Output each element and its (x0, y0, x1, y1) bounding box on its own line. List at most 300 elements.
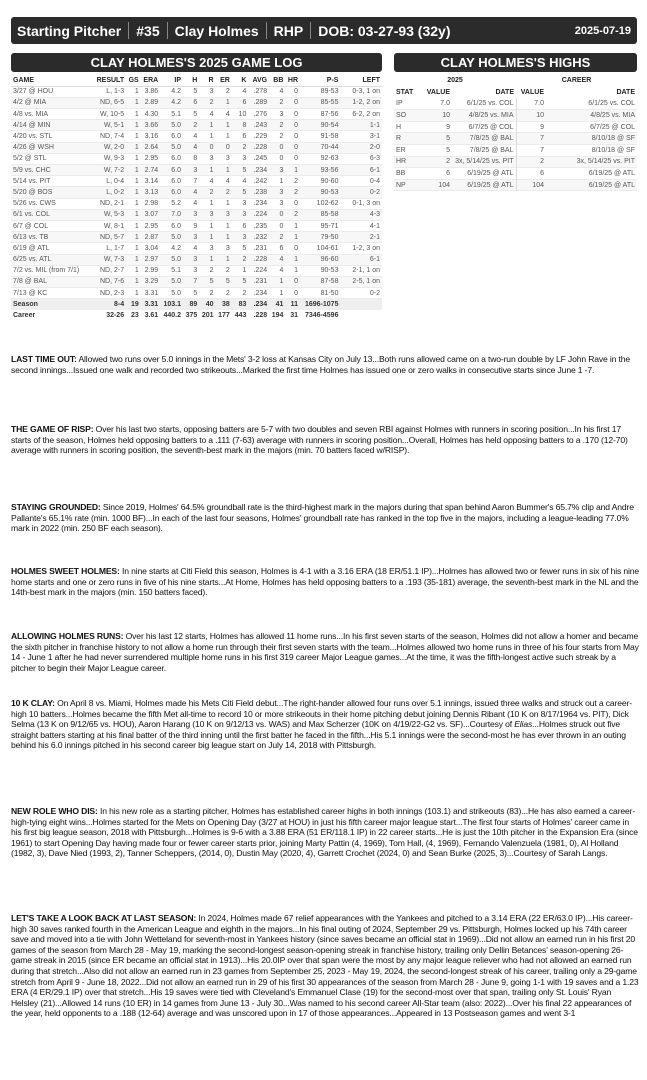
note-paragraph (11, 424, 639, 456)
cell-ip: 7.0 (171, 211, 182, 219)
cell-hr: 0 (294, 155, 299, 163)
column-header-result: RESULT (96, 76, 125, 84)
cell-gs: 1 (134, 211, 139, 219)
highs-cell-date-2025: 6/19/25 @ ATL (467, 181, 514, 189)
cell-ps: 90-53 (320, 188, 339, 196)
column-header-left: LEFT (362, 76, 380, 84)
cell-hr: 0 (294, 121, 299, 129)
cell-er: 1 (225, 133, 230, 141)
cell-bb: 4 (279, 256, 284, 264)
cell-bb: 2 (279, 121, 284, 129)
cell-ps: 85-55 (320, 99, 339, 107)
cell-ps: 96-60 (320, 256, 339, 264)
game-log-row (11, 165, 382, 176)
cell-ip: 6.0 (171, 166, 182, 174)
total-cell-gs: 23 (130, 312, 139, 320)
cell-game: 6/25 vs. ATL (13, 256, 52, 264)
cell-gs: 1 (134, 200, 139, 208)
game-log-row (11, 198, 382, 209)
note-heading: ALLOWING HOLMES RUNS: (11, 631, 124, 641)
cell-game: 5/20 @ BOS (13, 188, 53, 196)
total-cell-avg: .234 (253, 301, 268, 309)
total-cell-result: 32-26 (106, 312, 125, 320)
cell-bb: 0 (279, 222, 284, 230)
highs-cell-value-2025: 6 (446, 170, 450, 178)
cell-game: 3/27 @ HOU (13, 88, 54, 96)
cell-avg: .234 (253, 200, 268, 208)
cell-k: 2 (242, 289, 247, 297)
cell-result: L, 1-3 (106, 88, 125, 96)
cell-game: 6/13 vs. TB (13, 233, 49, 241)
highs-cell-date-career: 8/10/18 @ SF (591, 135, 635, 143)
highs-cell-value-2025: 2 (446, 158, 450, 166)
cell-bb: 0 (279, 144, 284, 152)
cell-left: 0-4 (369, 177, 380, 185)
highs-cell-date-2025: 4/8/25 vs. MIA (468, 112, 514, 120)
cell-hr: 1 (294, 222, 299, 230)
cell-ps: 90-54 (320, 121, 339, 129)
cell-hr: 0 (294, 144, 299, 152)
note-paragraph (11, 502, 639, 534)
cell-gs: 1 (134, 233, 139, 241)
highs-group-career: CAREER (561, 77, 592, 85)
highs-cell-stat: HR (396, 158, 407, 166)
cell-er: 0 (225, 144, 230, 152)
cell-left: 6-3 (369, 155, 380, 163)
cell-er: 1 (225, 256, 230, 264)
highs-row (394, 156, 637, 168)
cell-left: 6-2, 2 on (352, 110, 380, 118)
highs-cell-value-career: 104 (516, 179, 546, 191)
cell-er: 2 (225, 188, 230, 196)
cell-r: 2 (209, 99, 214, 107)
cell-bb: 1 (279, 289, 284, 297)
cell-era: 2.95 (144, 222, 159, 230)
header-divider (266, 22, 267, 39)
game-log-row (11, 254, 382, 265)
total-cell-game: Season (13, 301, 38, 309)
cell-game: 6/7 @ COL (13, 222, 49, 230)
cell-gs: 1 (134, 188, 139, 196)
player-number: #35 (136, 22, 160, 39)
game-log-row (11, 131, 382, 142)
cell-result: ND, 6-5 (99, 99, 125, 107)
column-header-r: R (208, 76, 214, 84)
cell-gs: 1 (134, 256, 139, 264)
cell-ps: 79-50 (320, 233, 339, 241)
cell-ip: 6.0 (171, 177, 182, 185)
game-log-row (11, 153, 382, 164)
cell-gs: 1 (134, 289, 139, 297)
cell-k: 3 (242, 200, 247, 208)
cell-ip: 5.2 (171, 200, 182, 208)
cell-hr: 1 (294, 267, 299, 275)
highs-cell-date-career: 6/7/25 @ COL (590, 123, 635, 131)
cell-era: 3.04 (144, 244, 159, 252)
cell-gs: 1 (134, 133, 139, 141)
highs-cell-value-career: 10 (516, 110, 546, 122)
cell-era: 3.29 (144, 278, 159, 286)
cell-result: ND, 2-1 (99, 200, 125, 208)
cell-ps: 90-53 (320, 267, 339, 275)
cell-bb: 3 (279, 188, 284, 196)
game-log-row (11, 276, 382, 287)
cell-result: ND, 2-3 (99, 289, 125, 297)
cell-game: 5/14 vs. PIT (13, 177, 51, 185)
cell-result: ND, 7-4 (99, 133, 125, 141)
cell-er: 1 (225, 99, 230, 107)
highs-cell-date-2025: 7/8/25 @ BAL (469, 146, 514, 154)
note-paragraph (11, 631, 639, 673)
highs-cell-value-2025: 7.0 (440, 100, 450, 108)
cell-game: 5/9 vs. CHC (13, 166, 51, 174)
column-header-ip: IP (174, 76, 182, 84)
season-totals-row (11, 299, 382, 310)
cell-er: 1 (225, 121, 230, 129)
cell-left: 1-2, 3 on (352, 244, 380, 252)
highs-cell-stat: NP (396, 181, 406, 189)
cell-r: 1 (209, 256, 214, 264)
cell-era: 4.30 (144, 110, 159, 118)
cell-er: 4 (225, 110, 230, 118)
note-paragraph (11, 566, 639, 598)
cell-gs: 1 (134, 155, 139, 163)
note-heading: HOLMES SWEET HOLMES: (11, 566, 120, 576)
cell-avg: .228 (253, 144, 268, 152)
highs-cell-value-career: 2 (516, 156, 546, 168)
cell-r: 1 (209, 166, 214, 174)
cell-ps: 87-58 (320, 278, 339, 286)
cell-ip: 6.0 (171, 133, 182, 141)
cell-er: 3 (225, 155, 230, 163)
cell-avg: .234 (253, 289, 268, 297)
game-log-row (11, 209, 382, 220)
cell-ip: 5.0 (171, 289, 182, 297)
cell-avg: .242 (253, 177, 268, 185)
cell-avg: .234 (253, 166, 268, 174)
note-body: Over his last 12 starts, Holmes has allowed 11 home runs...In his first seven starts of the season, Holmes did not allow a homer and became the sixth pitcher in franchise history to not allow a home run through their first seven starts with the team...Holmes allowed two home runs in three of his four starts from May 14 - June 1 after he had never surrendered multiple home runs in his first 319 career Major League games...At the time, it was the fifth-longest active such streak by a pitcher to begin their Major League career. (11, 631, 639, 673)
cell-left: 2-5, 1 on (352, 278, 380, 286)
cell-k: 6 (242, 99, 247, 107)
cell-left: 0-1, 3 on (352, 200, 380, 208)
cell-ip: 5.0 (171, 256, 182, 264)
highs-header-row (394, 87, 637, 99)
cell-left: 1-1 (369, 121, 380, 129)
cell-avg: .229 (253, 133, 268, 141)
cell-era: 3.31 (144, 289, 159, 297)
cell-result: W, 7-3 (103, 256, 125, 264)
cell-r: 1 (209, 222, 214, 230)
note-body-continued: ...Holmes struck out five straight batters starting at his final batter of the third inning until the first batter he faced in the fifth...His 5.1 innings were the second-most he has ever thrown in an outing behind his 6.0 innings pitched in his second career big league start on July 14, 2018 with Pittsburgh. (11, 719, 626, 751)
total-cell-er: 177 (218, 312, 230, 320)
game-log-row (11, 142, 382, 153)
note-body: On April 8 vs. Miami, Holmes made his Mets Citi Field debut...The right-hander allowed four runs over 5.1 innings, issued three walks and struck out a career-high 10 batters...Holmes became the fifth Met all-time to record 10 or more strikeouts in their home pitching debut joining Dennis Ribant (10 K on 8/17/1964 vs. PIT), Dick Selma (13 K on 9/12/65 vs. HOU), Aaron Harang (10 K on 9/12/13 vs. WAS) and Max Scherzer (10K on 4/19/22-G2 vs. SF)...Courtesy of (11, 698, 632, 730)
cell-gs: 1 (134, 244, 139, 252)
cell-h: 6 (193, 99, 198, 107)
note-body: Since 2019, Holmes' 64.5% groundball rate is the third-highest mark in the majors during that span behind Aaron Bummer's 65.7% clip and Andre Pallante's 65.1% rate (min. 1000 BF)...In each of the last four seasons, Holmes' groundball rate has ranked in the top five in the majors, including a league-leading 77.0% mark in 2022 (min. 250 BF each season). (11, 502, 634, 534)
total-cell-ip: 103.1 (163, 301, 182, 309)
cell-h: 3 (193, 233, 198, 241)
column-header-hr: HR (287, 76, 299, 84)
cell-avg: .276 (253, 110, 268, 118)
highs-cell-date-2025: 3x, 5/14/25 vs. PIT (455, 158, 514, 166)
header-divider (128, 22, 129, 39)
cell-k: 3 (242, 155, 247, 163)
cell-game: 5/26 vs. CWS (13, 200, 56, 208)
cell-r: 4 (209, 110, 214, 118)
highs-header-value: VALUE (426, 88, 450, 96)
cell-left: 0-3, 1 on (352, 88, 380, 96)
cell-h: 3 (193, 166, 198, 174)
highs-cell-stat: BB (396, 170, 406, 178)
total-cell-hr: 11 (290, 301, 299, 309)
cell-r: 2 (209, 267, 214, 275)
cell-bb: 4 (279, 267, 284, 275)
player-header-bar (11, 17, 637, 44)
cell-result: W, 9-3 (103, 155, 125, 163)
note-paragraph (11, 698, 639, 751)
total-cell-era: 3.61 (144, 312, 159, 320)
highs-row (394, 145, 637, 157)
game-log-header-row (11, 75, 382, 86)
highs-cell-date-career: 4/8/25 vs. MIA (590, 112, 635, 120)
cell-k: 3 (242, 233, 247, 241)
cell-hr: 0 (294, 278, 299, 286)
cell-result: ND, 2-7 (99, 267, 125, 275)
highs-cell-value-2025: 104 (438, 181, 450, 189)
cell-bb: 0 (279, 155, 284, 163)
cell-bb: 3 (279, 110, 284, 118)
cell-avg: .224 (253, 267, 268, 275)
cell-k: 5 (242, 244, 247, 252)
cell-k: 6 (242, 222, 247, 230)
cell-ps: 70-44 (320, 144, 339, 152)
cell-ip: 5.1 (171, 110, 182, 118)
cell-result: ND, 5-7 (99, 233, 125, 241)
total-cell-ps: 1696-1075 (304, 301, 339, 309)
cell-ip: 5.1 (171, 267, 182, 275)
cell-er: 1 (225, 233, 230, 241)
player-throws: RHP (273, 22, 304, 39)
highs-header-date: DATE (495, 88, 514, 96)
cell-h: 4 (193, 200, 198, 208)
cell-h: 7 (193, 177, 198, 185)
cell-hr: 0 (294, 88, 299, 96)
cell-h: 2 (193, 121, 198, 129)
cell-era: 2.87 (144, 233, 159, 241)
highs-cell-value-2025: 10 (442, 112, 450, 120)
header-divider (167, 22, 168, 39)
note-heading: STAYING GROUNDED: (11, 502, 101, 512)
note-heading: LET'S TAKE A LOOK BACK AT LAST SEASON: (11, 913, 197, 923)
column-header-game: GAME (13, 76, 34, 84)
cell-result: W, 2-0 (103, 144, 125, 152)
highs-header-date-career: DATE (616, 88, 635, 96)
note-heading: 10 K CLAY: (11, 698, 55, 708)
total-cell-left (340, 299, 382, 310)
cell-avg: .245 (253, 155, 268, 163)
cell-ps: 87-56 (320, 110, 339, 118)
cell-game: 4/8 vs. MIA (13, 110, 49, 118)
cell-r: 2 (209, 289, 214, 297)
cell-er: 2 (225, 88, 230, 96)
highs-cell-date-2025: 7/8/25 @ BAL (469, 135, 514, 143)
total-cell-h: 375 (185, 312, 198, 320)
total-cell-bb: 41 (275, 301, 284, 309)
highs-row (394, 98, 637, 110)
player-dob: DOB: 03-27-93 (32y) (318, 22, 451, 39)
cell-h: 4 (193, 188, 198, 196)
cell-game: 4/20 vs. STL (13, 133, 53, 141)
cell-left: 6-1 (369, 166, 380, 174)
cell-ip: 4.2 (171, 88, 182, 96)
highs-row (394, 110, 637, 122)
column-header-k: K (241, 76, 247, 84)
cell-ps: 93-56 (320, 166, 339, 174)
cell-h: 3 (193, 256, 198, 264)
cell-ip: 6.0 (171, 155, 182, 163)
cell-ip: 5.0 (171, 233, 182, 241)
cell-left: 3-1 (369, 133, 380, 141)
cell-era: 2.89 (144, 99, 159, 107)
cell-k: 1 (242, 267, 247, 275)
cell-hr: 0 (294, 133, 299, 141)
game-log-row (11, 288, 382, 299)
cell-left: 2-1 (369, 233, 380, 241)
cell-result: W, 5-1 (103, 121, 125, 129)
cell-ps: 95-71 (320, 222, 339, 230)
cell-bb: 6 (279, 244, 284, 252)
cell-ip: 6.0 (171, 222, 182, 230)
column-header-gs: GS (128, 76, 139, 84)
cell-gs: 1 (134, 110, 139, 118)
cell-left: 1-2, 2 on (352, 99, 380, 107)
cell-hr: 2 (294, 188, 299, 196)
highs-header-stat: STAT (396, 88, 414, 96)
total-cell-left (340, 310, 382, 321)
game-log-row (11, 120, 382, 131)
game-log-row (11, 176, 382, 187)
highs-cell-stat: IP (396, 100, 403, 108)
cell-game: 4/26 @ WSH (13, 144, 54, 152)
cell-game: 5/2 @ STL (13, 155, 47, 163)
cell-era: 2.74 (144, 166, 159, 174)
highs-cell-stat: SO (396, 112, 407, 120)
column-header-avg: AVG (252, 76, 268, 84)
cell-result: L, 1-7 (106, 244, 125, 252)
cell-h: 5 (193, 289, 198, 297)
note-heading: LAST TIME OUT: (11, 354, 77, 364)
cell-hr: 0 (294, 244, 299, 252)
cell-bb: 0 (279, 211, 284, 219)
cell-result: L, 0-2 (106, 188, 125, 196)
highs-cell-value-career: 9 (516, 121, 546, 133)
highs-row (394, 133, 637, 145)
cell-era: 3.14 (144, 177, 159, 185)
game-log-row (11, 232, 382, 243)
cell-h: 3 (193, 211, 198, 219)
cell-left: 2-1, 1 on (352, 267, 380, 275)
total-cell-er: 38 (222, 301, 230, 309)
cell-left: 0-2 (369, 289, 380, 297)
cell-bb: 4 (279, 88, 284, 96)
cell-h: 9 (193, 222, 198, 230)
note-body: In his new role as a starting pitcher, Holmes has established career highs in both innings (103.1) and strikeouts (83)...He has also earned a career-high-tying eight wins...Holmes started for the Mets on Opening Day (3/27 at HOU) in just his fifth career major league start...The first four starts of Holmes' career came in his first big league season, 2018 with Pittsburgh...Holmes is 9-6 with a 3.88 ERA (51 ER/118.1 IP) in 22 career starts...He is just the 10th pitcher in the Expansion Era (since 1961) to start Opening Day having made four or fewer career starts prior, joining Marty Pattin (4, 1969), Tom Hall, (4, 1969), Fernando Valenzuela (1981, 0), Al Holland (1982, 3), Dave Nied (1993, 2), Tanner Scheppers, (2014, 0), Dustin May (2020, 4), Garrett Crochet (2024, 0) and Sean Burke (2025, 3)...Courtesy of Sarah Langs. (11, 806, 638, 859)
column-header-er: ER (220, 76, 230, 84)
cell-h: 8 (193, 155, 198, 163)
cell-r: 1 (209, 133, 214, 141)
cell-ip: 4.2 (171, 99, 182, 107)
cell-bb: 1 (279, 278, 284, 286)
highs-row (394, 179, 637, 191)
highs-cell-date-career: 6/19/25 @ ATL (588, 181, 635, 189)
cell-era: 3.07 (144, 211, 159, 219)
cell-r: 0 (209, 144, 214, 152)
game-log-title: CLAY HOLMES'S 2025 GAME LOG (11, 53, 382, 72)
cell-k: 6 (242, 133, 247, 141)
cell-k: 5 (242, 278, 247, 286)
cell-game: 4/2 @ MIA (13, 99, 47, 107)
note-body: In nine starts at Citi Field this season, Holmes is 4-1 with a 3.16 ERA (18 ER/51.1 IP)...Holmes has allowed two or fewer runs in six of his nine home starts and one or zero runs in five of his nine starts...At Home, Holmes has held opposing batters to a .193 (35-181) average, the seventh-best mark in the NL and the 14th-best mark in the majors (min. 150 batters faced). (11, 566, 640, 598)
cell-avg: .232 (253, 233, 268, 241)
cell-r: 5 (209, 278, 214, 286)
cell-era: 2.98 (144, 200, 159, 208)
cell-h: 5 (193, 110, 198, 118)
cell-k: 2 (242, 144, 247, 152)
cell-ps: 102-62 (316, 200, 339, 208)
total-cell-avg: .228 (253, 312, 268, 320)
note-heading: NEW ROLE WHO DIS: (11, 806, 98, 816)
cell-avg: .289 (253, 99, 268, 107)
cell-ip: 5.0 (171, 278, 182, 286)
highs-cell-stat: ER (396, 146, 406, 154)
cell-ps: 104-61 (316, 244, 339, 252)
cell-ps: 90-60 (320, 177, 339, 185)
highs-cell-value-2025: 5 (446, 135, 450, 143)
cell-h: 4 (193, 144, 198, 152)
cell-bb: 2 (279, 233, 284, 241)
highs-group-row (394, 75, 637, 87)
cell-er: 1 (225, 222, 230, 230)
highs-header-value-career: VALUE (520, 88, 544, 96)
cell-er: 4 (225, 177, 230, 185)
header-divider (310, 22, 311, 39)
cell-r: 3 (209, 211, 214, 219)
cell-hr: 0 (294, 200, 299, 208)
cell-gs: 1 (134, 166, 139, 174)
cell-k: 2 (242, 256, 247, 264)
cell-result: W, 5-3 (103, 211, 125, 219)
cell-gs: 1 (134, 222, 139, 230)
note-paragraph (11, 913, 639, 1019)
highs-row (394, 121, 637, 133)
cell-result: W, 8-1 (103, 222, 125, 230)
cell-left: 4-1 (369, 222, 380, 230)
total-cell-bb: 194 (271, 312, 284, 320)
total-cell-r: 40 (205, 301, 214, 309)
cell-avg: .231 (253, 244, 268, 252)
cell-hr: 1 (294, 256, 299, 264)
cell-r: 3 (209, 155, 214, 163)
game-log-row (11, 109, 382, 120)
cell-k: 5 (242, 166, 247, 174)
highs-cell-value-career: 6 (516, 168, 546, 180)
cell-avg: .235 (253, 222, 268, 230)
cell-left: 2-0 (369, 144, 380, 152)
cell-era: 3.16 (144, 133, 159, 141)
cell-game: 7/2 vs. MIL (from 7/1) (13, 267, 80, 275)
highs-cell-value-career: 7 (516, 133, 546, 145)
